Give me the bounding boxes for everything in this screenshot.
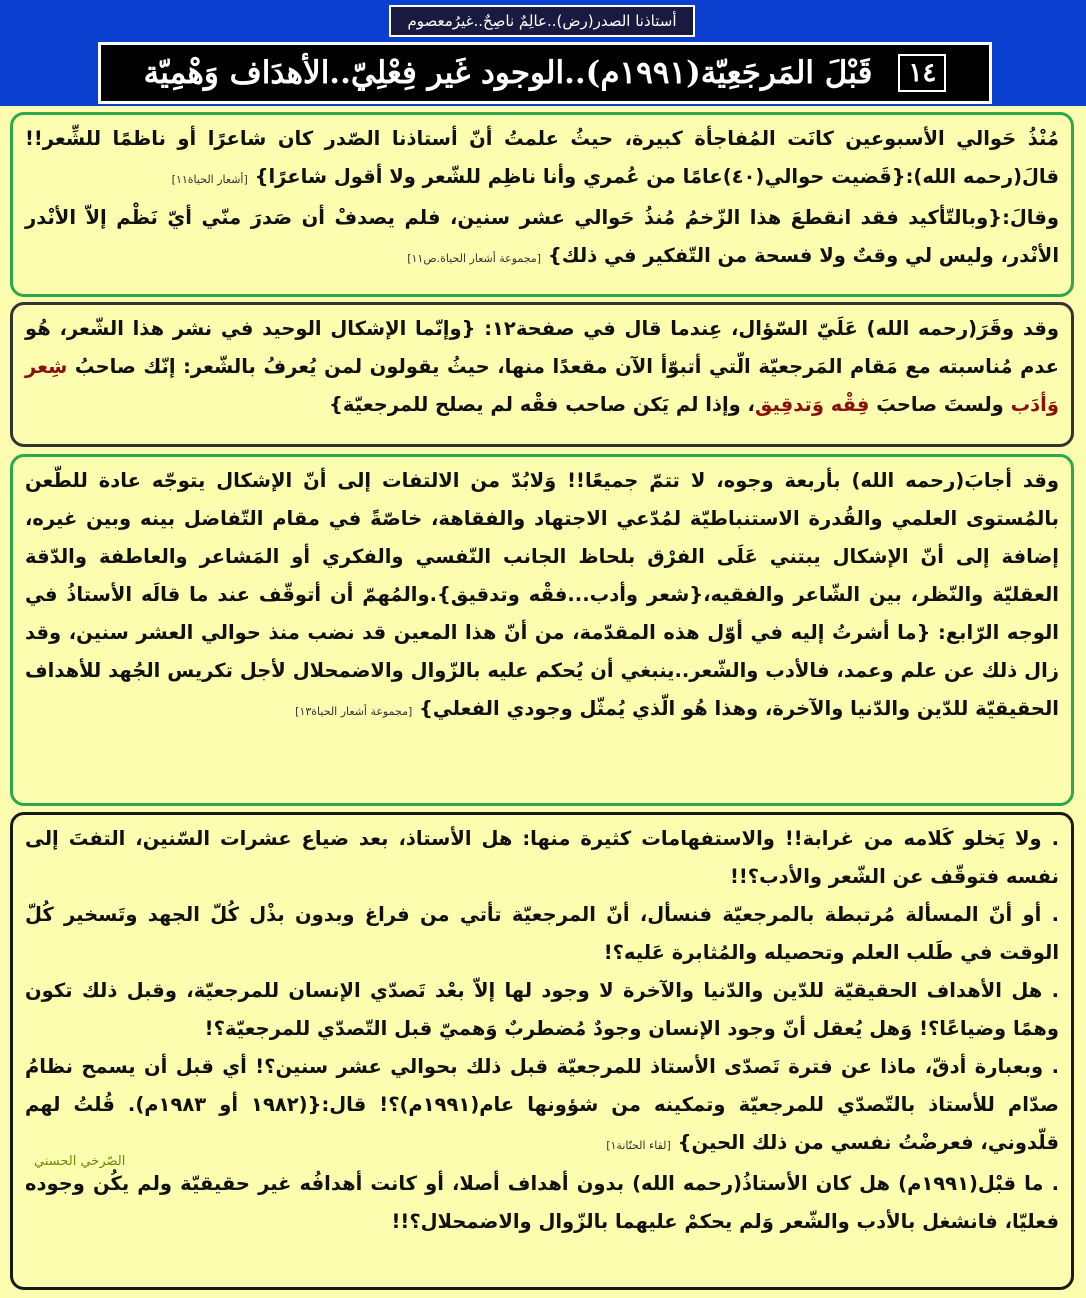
paragraph <box>25 199 1059 278</box>
paragraph: . هل الأهداف الحقيقيّة للدّين والدّنيا والآخرة لا وجود لها إلاّ بعْد تَصدّي الإنسان للمرجعيّة، وقبل ذلك تكون وهمًا وضياعًا؟! وَهل يُعقل أنّ وجود الإنسان وجودٌ مُضطربٌ وَهميّ قبل التّصدّي للمرجعيّة؟! <box>25 979 1059 1040</box>
source-citation: [أشعار الحياة١١] <box>171 173 248 186</box>
paragraph-text: وقد أجابَ(رحمه الله) بأربعة وجوه، لا تتمّ جميعًا!! وَلابُدّ من الالتفات إلى أنّ الإشكال يتوجّه عادة للطّعن بالمُستوى العلمي والقُدرة الاستنباطيّة لمُدّعي الاجتهاد والفقاهة، خاصّةً في مقام التّفاضل بينه وبين غيره، إضافة إلى أنّ الإشكال يبتني عَلَى الفرْق بلحاظ الجانب النّفسي والفكري أو المَشاعر والعاطفة والدّقة العقليّة والنّظر، بين الشّاعر والفقيه،{شعر وأدب...فقْه وتدقيق}.والمُهمّ أن أتوقّف عند ما قالَه الأستاذُ في الوجه الرّابع: {ما أشرتُ إليه في أوّل هذه المقدّمة، من أنّ هذا المعين قد نضب منذ حوالي العشر سنين، وقد زال ذلك عن علم وعمد، فالأدب والشّعر..ينبغي أن يُحكم عليه بالزّوال والاضمحلال لأجل تكريس الجُهد للأهداف الحقيقيّة للدّين والدّنيا والآخرة، وهذا هُو الّذي يُمثّل وجودي الفعلي} <box>25 469 1059 720</box>
paragraph: . ولا يَخلو كَلامه من غرابة!! والاستفهامات كثيرة منها: هل الأستاذ، بعد ضياع عشرات السّنين، التفتَ إلى نفسه فتوقّف عن الشّعر والأدب؟!! <box>25 827 1059 888</box>
series-label: أستاذنا الصدر(رض)..عالِمٌ ناصِحٌ..غيرُمعصوم <box>389 5 695 37</box>
paragraph-text: مُنْذُ حَوالي الأسبوعين كانَت المُفاجأة كبيرة، حيثُ علمتُ أنّ أستاذنا الصّدر كان شاعرًا أو ناظمًا للشِّعر!! قالَ(رحمه الله):{قَضيت حوالي(٤٠)عامًا من عُمري وأنا ناظِم للشّعر ولا أقول شاعرًا} <box>25 127 1059 188</box>
source-citation: [مجموعة أشعار الحياة.ص١١] <box>407 252 542 265</box>
paragraph-text: ، وإذا لم يَكن صاحب فقْه لم يصلح للمرجعيّة} <box>329 393 755 416</box>
section-box-4 <box>10 812 1074 1290</box>
paragraph-text: وقد وقَرَ(رحمه الله) عَلَيّ السّؤال، عِندما قال في صفحة١٢: {وإنّما الإشكال الوحيد في نشر هذا الشّعر، هُو عدم مُناسبته مع مَقام المَرجعيّة الّتي أتبوّأ الآن مقعدًا منها، حيثُ يقولون لمن يُعرفُ بالشّعر: إنّك صاحبُ <box>25 317 1059 378</box>
paragraph-text: ولستَ صاحبَ <box>876 393 1004 416</box>
paragraph <box>25 310 1059 424</box>
page-title <box>98 42 992 104</box>
highlight-text: شِعر وَأدَب <box>25 355 1059 416</box>
section-box-1 <box>10 112 1074 297</box>
source-citation: [مجموعة أشعار الحياة١٣] <box>295 705 413 718</box>
paragraph-text: . وبعبارة أدقّ، ماذا عن فترة تَصدّى الأستاذ للمرجعيّة قبل ذلك بحوالي عشر سنين؟! أي قبل أن يسمح نظامُ صدّام للأستاذ بالتّصدّي للمرجعيّة وتمكينه من شؤونها عام(١٩٩١م)؟! قال:{(١٩٨٢ أو ١٩٨٣م). قُلتُ لهم قلّدوني، فعرضْتُ نفسي من ذلك الحين} <box>25 1055 1059 1154</box>
title-text: قَبْلَ المَرجَعِيّة(١٩٩١م)..الوجود غَير فِعْلِيّ..الأهدَاف وَهْمِيّة <box>143 55 873 91</box>
paragraph: . ما قبْل(١٩٩١م) هل كان الأستاذُ(رحمه الله) بدون أهداف أصلا، أو كانت أهدافُه غير حقيقيّة ولم يكُن وجوده فعليّا، فانشغل بالأدب والشّعر وَلم يحكمْ عليهما بالزّوال والاضمحلال؟!! <box>25 1172 1059 1233</box>
section-box-2 <box>10 302 1074 447</box>
paragraph <box>25 1048 1059 1165</box>
source-citation: [لقاء الحنّانة١] <box>606 1139 671 1152</box>
paragraph-text: وقالَ:{وبالتّأكيد فقد انقطعَ هذا الزّخمُ مُنذُ حَوالي عشر سنين، فلم يصدفْ أن صَدرَ منّي أيّ نَظْم إلاّ الأنْدر الأنْدر، وليس لي وقتٌ ولا فسحة من التّفكير في ذلك} <box>25 206 1059 267</box>
section-box-3 <box>10 454 1074 806</box>
paragraph <box>25 462 1059 731</box>
document-body <box>0 106 1086 1298</box>
highlight-text: فِقْه وَتدقِيق <box>754 393 870 416</box>
paragraph <box>25 120 1059 199</box>
page-number-badge: ١٤ <box>898 54 946 92</box>
author-signature: الصّرخي الحسني <box>34 1154 126 1169</box>
paragraph: . أو أنّ المسألة مُرتبطة بالمرجعيّة فنسأل، أنّ المرجعيّة تأتي من فراغ وبدون بذْل كُلّ الجهد وتَسخير كُلّ الوقت في طَلب العلم وتحصيله والمُثابرة عَليه؟! <box>25 903 1059 964</box>
